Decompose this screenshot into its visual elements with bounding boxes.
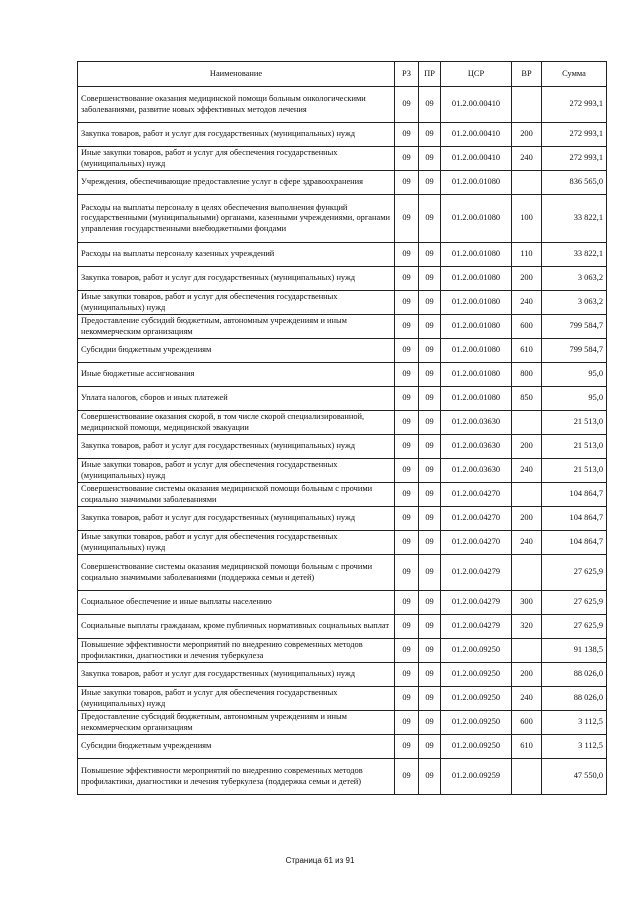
cell-vr: 200 [512,507,542,531]
table-row [78,531,607,555]
cell-pr: 09 [419,87,441,123]
cell-csr: 01.2.00.03630 [441,435,512,459]
cell-sum: 799 584,7 [542,315,607,339]
table-row [78,435,607,459]
table-row [78,555,607,591]
cell-sum: 104 864,7 [542,483,607,507]
cell-csr: 01.2.00.01080 [441,363,512,387]
cell-pr: 09 [419,411,441,435]
cell-pr: 09 [419,759,441,795]
cell-rz: 09 [395,435,419,459]
cell-csr: 01.2.00.09250 [441,663,512,687]
cell-rz: 09 [395,123,419,147]
cell-sum: 27 625,9 [542,615,607,639]
table-row [78,267,607,291]
header-sum: Сумма [542,62,607,87]
cell-csr: 01.2.00.09250 [441,711,512,735]
header-pr: ПР [419,62,441,87]
cell-name: Иные закупки товаров, работ и услуг для обеспечения государственных (муниципальных) нужд [78,147,395,171]
cell-vr: 240 [512,459,542,483]
cell-sum: 104 864,7 [542,507,607,531]
cell-csr: 01.2.00.04279 [441,615,512,639]
cell-pr: 09 [419,315,441,339]
cell-vr: 320 [512,615,542,639]
table-body [78,87,607,795]
cell-vr: 240 [512,147,542,171]
cell-name: Предоставление субсидий бюджетным, автономным учреждениям и иным некоммерческим организациям [78,711,395,735]
cell-rz: 09 [395,531,419,555]
cell-vr: 300 [512,591,542,615]
cell-pr: 09 [419,195,441,243]
page-number: Страница 61 из 91 [285,856,355,865]
cell-name: Социальное обеспечение и иные выплаты населению [78,591,395,615]
cell-pr: 09 [419,711,441,735]
cell-csr: 01.2.00.00410 [441,147,512,171]
cell-csr: 01.2.00.04279 [441,555,512,591]
cell-sum: 104 864,7 [542,531,607,555]
cell-vr [512,171,542,195]
cell-csr: 01.2.00.03630 [441,411,512,435]
cell-pr: 09 [419,735,441,759]
cell-sum: 95,0 [542,363,607,387]
cell-rz: 09 [395,195,419,243]
cell-rz: 09 [395,147,419,171]
cell-name: Уплата налогов, сборов и иных платежей [78,387,395,411]
table-row [78,243,607,267]
cell-rz: 09 [395,363,419,387]
cell-rz: 09 [395,507,419,531]
header-name: Наименование [78,62,395,87]
cell-name: Повышение эффективности мероприятий по внедрению современных методов профилактики, диагностики и лечения туберкулеза (поддержка семьи и детей) [78,759,395,795]
cell-pr: 09 [419,339,441,363]
table-row [78,147,607,171]
cell-name: Субсидии бюджетным учреждениям [78,735,395,759]
cell-sum: 27 625,9 [542,555,607,591]
cell-vr: 800 [512,363,542,387]
cell-rz: 09 [395,243,419,267]
cell-name: Закупка товаров, работ и услуг для государственных (муниципальных) нужд [78,663,395,687]
cell-csr: 01.2.00.04279 [441,591,512,615]
cell-csr: 01.2.00.01080 [441,387,512,411]
cell-vr: 850 [512,387,542,411]
cell-vr [512,87,542,123]
cell-sum: 27 625,9 [542,591,607,615]
cell-csr: 01.2.00.01080 [441,243,512,267]
cell-name: Закупка товаров, работ и услуг для государственных (муниципальных) нужд [78,507,395,531]
cell-name: Субсидии бюджетным учреждениям [78,339,395,363]
cell-rz: 09 [395,555,419,591]
cell-vr [512,759,542,795]
cell-vr: 240 [512,291,542,315]
cell-rz: 09 [395,411,419,435]
cell-pr: 09 [419,243,441,267]
cell-rz: 09 [395,267,419,291]
table-row [78,195,607,243]
cell-sum: 272 993,1 [542,147,607,171]
cell-sum: 799 584,7 [542,339,607,363]
cell-rz: 09 [395,459,419,483]
cell-csr: 01.2.00.01080 [441,339,512,363]
cell-sum: 3 063,2 [542,267,607,291]
cell-sum: 836 565,0 [542,171,607,195]
cell-csr: 01.2.00.09250 [441,639,512,663]
cell-sum: 21 513,0 [542,435,607,459]
table-row [78,735,607,759]
table-row [78,387,607,411]
table-row [78,687,607,711]
cell-rz: 09 [395,735,419,759]
cell-csr: 01.2.00.01080 [441,267,512,291]
cell-sum: 88 026,0 [542,663,607,687]
cell-vr: 600 [512,711,542,735]
cell-name: Совершенствование системы оказания медицинской помощи больным с прочими социально значимыми заболеваниями [78,483,395,507]
table-row [78,363,607,387]
cell-sum: 91 138,5 [542,639,607,663]
cell-name: Иные закупки товаров, работ и услуг для обеспечения государственных (муниципальных) нужд [78,291,395,315]
cell-name: Иные бюджетные ассигнования [78,363,395,387]
header-rz: РЗ [395,62,419,87]
cell-name: Расходы на выплаты персоналу в целях обеспечения выполнения функций государственными (муниципальными) органами, казенными учреждениями, органами управления государственными внебюджетными фондами [78,195,395,243]
cell-name: Совершенствование оказания скорой, в том числе скорой специализированной, медицинской помощи, медицинской эвакуации [78,411,395,435]
cell-csr: 01.2.00.09250 [441,735,512,759]
table-row [78,315,607,339]
cell-pr: 09 [419,663,441,687]
cell-vr: 200 [512,123,542,147]
cell-vr [512,639,542,663]
cell-pr: 09 [419,639,441,663]
cell-vr: 240 [512,687,542,711]
header-vr: ВР [512,62,542,87]
cell-rz: 09 [395,339,419,363]
cell-pr: 09 [419,123,441,147]
cell-sum: 33 822,1 [542,195,607,243]
cell-vr: 200 [512,267,542,291]
table-row [78,591,607,615]
cell-vr: 610 [512,735,542,759]
cell-rz: 09 [395,759,419,795]
cell-name: Закупка товаров, работ и услуг для государственных (муниципальных) нужд [78,123,395,147]
cell-pr: 09 [419,435,441,459]
cell-pr: 09 [419,687,441,711]
cell-vr: 200 [512,435,542,459]
cell-pr: 09 [419,615,441,639]
cell-rz: 09 [395,87,419,123]
cell-sum: 21 513,0 [542,459,607,483]
table-row [78,759,607,795]
cell-pr: 09 [419,363,441,387]
cell-rz: 09 [395,591,419,615]
cell-name: Повышение эффективности мероприятий по внедрению современных методов профилактики, диагностики и лечения туберкулеза [78,639,395,663]
cell-rz: 09 [395,663,419,687]
cell-name: Совершенствование оказания медицинской помощи больным онкологическими заболеваниями, развитие новых эффективных методов лечения [78,87,395,123]
table-row [78,291,607,315]
cell-sum: 3 112,5 [542,735,607,759]
cell-sum: 47 550,0 [542,759,607,795]
cell-csr: 01.2.00.01080 [441,171,512,195]
cell-csr: 01.2.00.09250 [441,687,512,711]
cell-sum: 33 822,1 [542,243,607,267]
cell-pr: 09 [419,507,441,531]
cell-sum: 21 513,0 [542,411,607,435]
table-row [78,483,607,507]
cell-rz: 09 [395,291,419,315]
cell-name: Учреждения, обеспечивающие предоставление услуг в сфере здравоохранения [78,171,395,195]
cell-csr: 01.2.00.04270 [441,507,512,531]
cell-sum: 88 026,0 [542,687,607,711]
cell-sum: 95,0 [542,387,607,411]
table-row [78,87,607,123]
table-row [78,459,607,483]
cell-csr: 01.2.00.03630 [441,459,512,483]
cell-vr [512,483,542,507]
cell-csr: 01.2.00.04270 [441,531,512,555]
cell-sum: 3 112,5 [542,711,607,735]
cell-csr: 01.2.00.00410 [441,123,512,147]
cell-pr: 09 [419,267,441,291]
cell-vr: 600 [512,315,542,339]
cell-sum: 3 063,2 [542,291,607,315]
cell-name: Закупка товаров, работ и услуг для государственных (муниципальных) нужд [78,267,395,291]
cell-name: Предоставление субсидий бюджетным, автономным учреждениям и иным некоммерческим организациям [78,315,395,339]
table-row [78,411,607,435]
table-row [78,663,607,687]
cell-sum: 272 993,1 [542,123,607,147]
table-row [78,171,607,195]
cell-rz: 09 [395,711,419,735]
cell-pr: 09 [419,291,441,315]
cell-rz: 09 [395,171,419,195]
cell-pr: 09 [419,147,441,171]
cell-rz: 09 [395,615,419,639]
table-row [78,711,607,735]
table-row [78,639,607,663]
table-row [78,123,607,147]
cell-name: Иные закупки товаров, работ и услуг для обеспечения государственных (муниципальных) нужд [78,459,395,483]
cell-vr [512,411,542,435]
table-row [78,615,607,639]
cell-csr: 01.2.00.00410 [441,87,512,123]
cell-csr: 01.2.00.01080 [441,291,512,315]
cell-vr [512,555,542,591]
cell-rz: 09 [395,639,419,663]
cell-sum: 272 993,1 [542,87,607,123]
cell-vr: 610 [512,339,542,363]
cell-rz: 09 [395,687,419,711]
header-row [78,62,607,87]
cell-csr: 01.2.00.01080 [441,315,512,339]
cell-pr: 09 [419,459,441,483]
cell-pr: 09 [419,591,441,615]
cell-vr: 110 [512,243,542,267]
budget-table [77,61,607,795]
cell-rz: 09 [395,387,419,411]
cell-csr: 01.2.00.09259 [441,759,512,795]
cell-pr: 09 [419,531,441,555]
table-row [78,507,607,531]
cell-csr: 01.2.00.01080 [441,195,512,243]
cell-pr: 09 [419,483,441,507]
cell-pr: 09 [419,171,441,195]
cell-rz: 09 [395,315,419,339]
cell-name: Иные закупки товаров, работ и услуг для обеспечения государственных (муниципальных) нужд [78,687,395,711]
cell-rz: 09 [395,483,419,507]
table-row [78,339,607,363]
cell-name: Расходы на выплаты персоналу казенных учреждений [78,243,395,267]
cell-vr: 200 [512,663,542,687]
header-csr: ЦСР [441,62,512,87]
cell-pr: 09 [419,555,441,591]
cell-name: Закупка товаров, работ и услуг для государственных (муниципальных) нужд [78,435,395,459]
cell-pr: 09 [419,387,441,411]
cell-name: Совершенствование системы оказания медицинской помощи больным с прочими социально значимыми заболеваниями (поддержка семьи и детей) [78,555,395,591]
cell-vr: 240 [512,531,542,555]
cell-csr: 01.2.00.04270 [441,483,512,507]
cell-vr: 100 [512,195,542,243]
cell-name: Социальные выплаты гражданам, кроме публичных нормативных социальных выплат [78,615,395,639]
cell-name: Иные закупки товаров, работ и услуг для обеспечения государственных (муниципальных) нужд [78,531,395,555]
